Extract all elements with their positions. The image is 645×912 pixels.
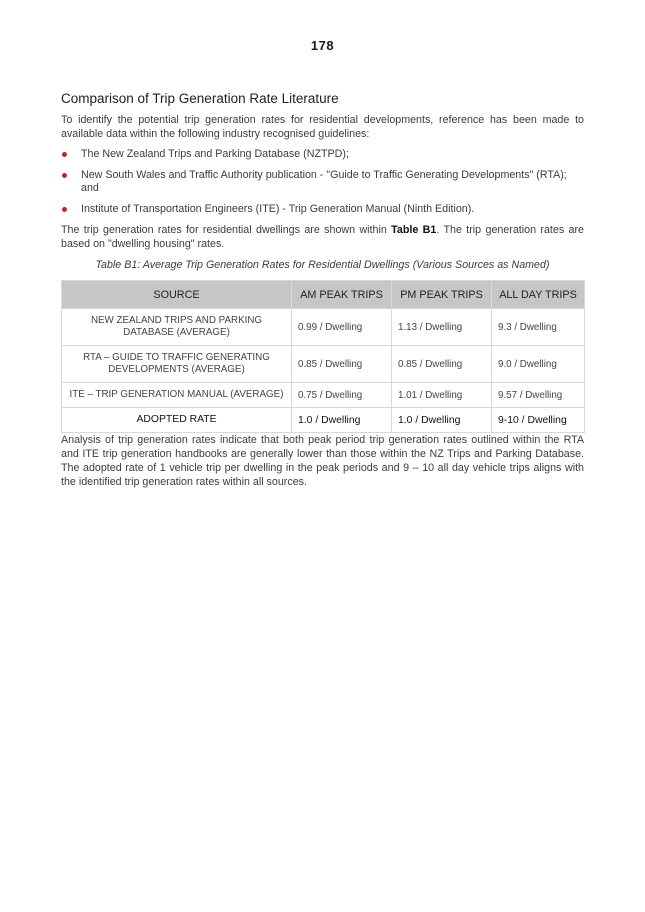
- source-cell: ITE – TRIP GENERATION MANUAL (AVERAGE): [62, 383, 292, 408]
- list-item: [61, 203, 584, 217]
- table-reference-paragraph: [61, 223, 584, 251]
- page-number: 178: [310, 38, 335, 53]
- pm-peak-cell: 1.01 / Dwelling: [392, 383, 492, 408]
- all-day-cell: 9.3 / Dwelling: [492, 309, 585, 346]
- table-row: [62, 309, 585, 346]
- bullet-icon: [62, 173, 67, 178]
- table-reference: Table B1: [391, 224, 437, 236]
- paragraph-text: . The trip generation rates are based on "dwelling housing" rates.: [61, 224, 584, 250]
- source-cell: NEW ZEALAND TRIPS AND PARKING DATABASE (AVERAGE): [62, 309, 292, 346]
- adopted-rate-row: [62, 408, 585, 433]
- all-day-cell: 9.57 / Dwelling: [492, 383, 585, 408]
- table-caption: Table B1: Average Trip Generation Rates for Residential Dwellings (Various Sources as Named): [95, 259, 550, 271]
- all-day-cell: 9-10 / Dwelling: [492, 408, 585, 433]
- am-peak-cell: 0.85 / Dwelling: [292, 346, 392, 383]
- source-cell: RTA – GUIDE TO TRAFFIC GENERATING DEVELOPMENTS (AVERAGE): [62, 346, 292, 383]
- table-header-row: [62, 281, 585, 309]
- table-row: [62, 383, 585, 408]
- column-header: ALL DAY TRIPS: [492, 281, 585, 309]
- column-header: SOURCE: [62, 281, 292, 309]
- bullet-icon: [62, 152, 67, 157]
- column-header: PM PEAK TRIPS: [392, 281, 492, 309]
- pm-peak-cell: 0.85 / Dwelling: [392, 346, 492, 383]
- am-peak-cell: 0.75 / Dwelling: [292, 383, 392, 408]
- source-cell: ADOPTED RATE: [62, 408, 292, 433]
- guidelines-list: [61, 148, 584, 216]
- list-item-text: New South Wales and Traffic Authority publication - "Guide to Traffic Generating Developments" (RTA); and: [81, 168, 567, 194]
- column-header: AM PEAK TRIPS: [292, 281, 392, 309]
- list-item-text: The New Zealand Trips and Parking Database (NZTPD);: [81, 148, 349, 160]
- pm-peak-cell: 1.13 / Dwelling: [392, 309, 492, 346]
- list-item: [61, 148, 584, 162]
- trip-rates-table: [61, 280, 585, 433]
- pm-peak-cell: 1.0 / Dwelling: [392, 408, 492, 433]
- list-item: [61, 169, 584, 196]
- analysis-paragraph: Analysis of trip generation rates indicate that both peak period trip generation rates outlined within the RTA and ITE trip generation handbooks are generally lower than those within the NZ Trips and Parking Database. The adopted rate of 1 vehicle trip per dwelling in the peak periods and 9 – 10 all day vehicle trips aligns with the identified trip generation rates within all sources.: [61, 434, 584, 488]
- list-item-text: Institute of Transportation Engineers (ITE) - Trip Generation Manual (Ninth Edition).: [81, 202, 475, 215]
- am-peak-cell: 1.0 / Dwelling: [292, 408, 392, 433]
- all-day-cell: 9.0 / Dwelling: [492, 346, 585, 383]
- document-body: [61, 91, 584, 496]
- section-heading: Comparison of Trip Generation Rate Literature: [61, 91, 339, 106]
- paragraph-text: The trip generation rates for residential dwellings are shown within: [61, 224, 392, 236]
- am-peak-cell: 0.99 / Dwelling: [292, 309, 392, 346]
- intro-paragraph: To identify the potential trip generation rates for residential developments, reference has been made to available data within the following industry recognised guidelines:: [61, 114, 584, 140]
- table-row: [62, 346, 585, 383]
- bullet-icon: [62, 207, 67, 212]
